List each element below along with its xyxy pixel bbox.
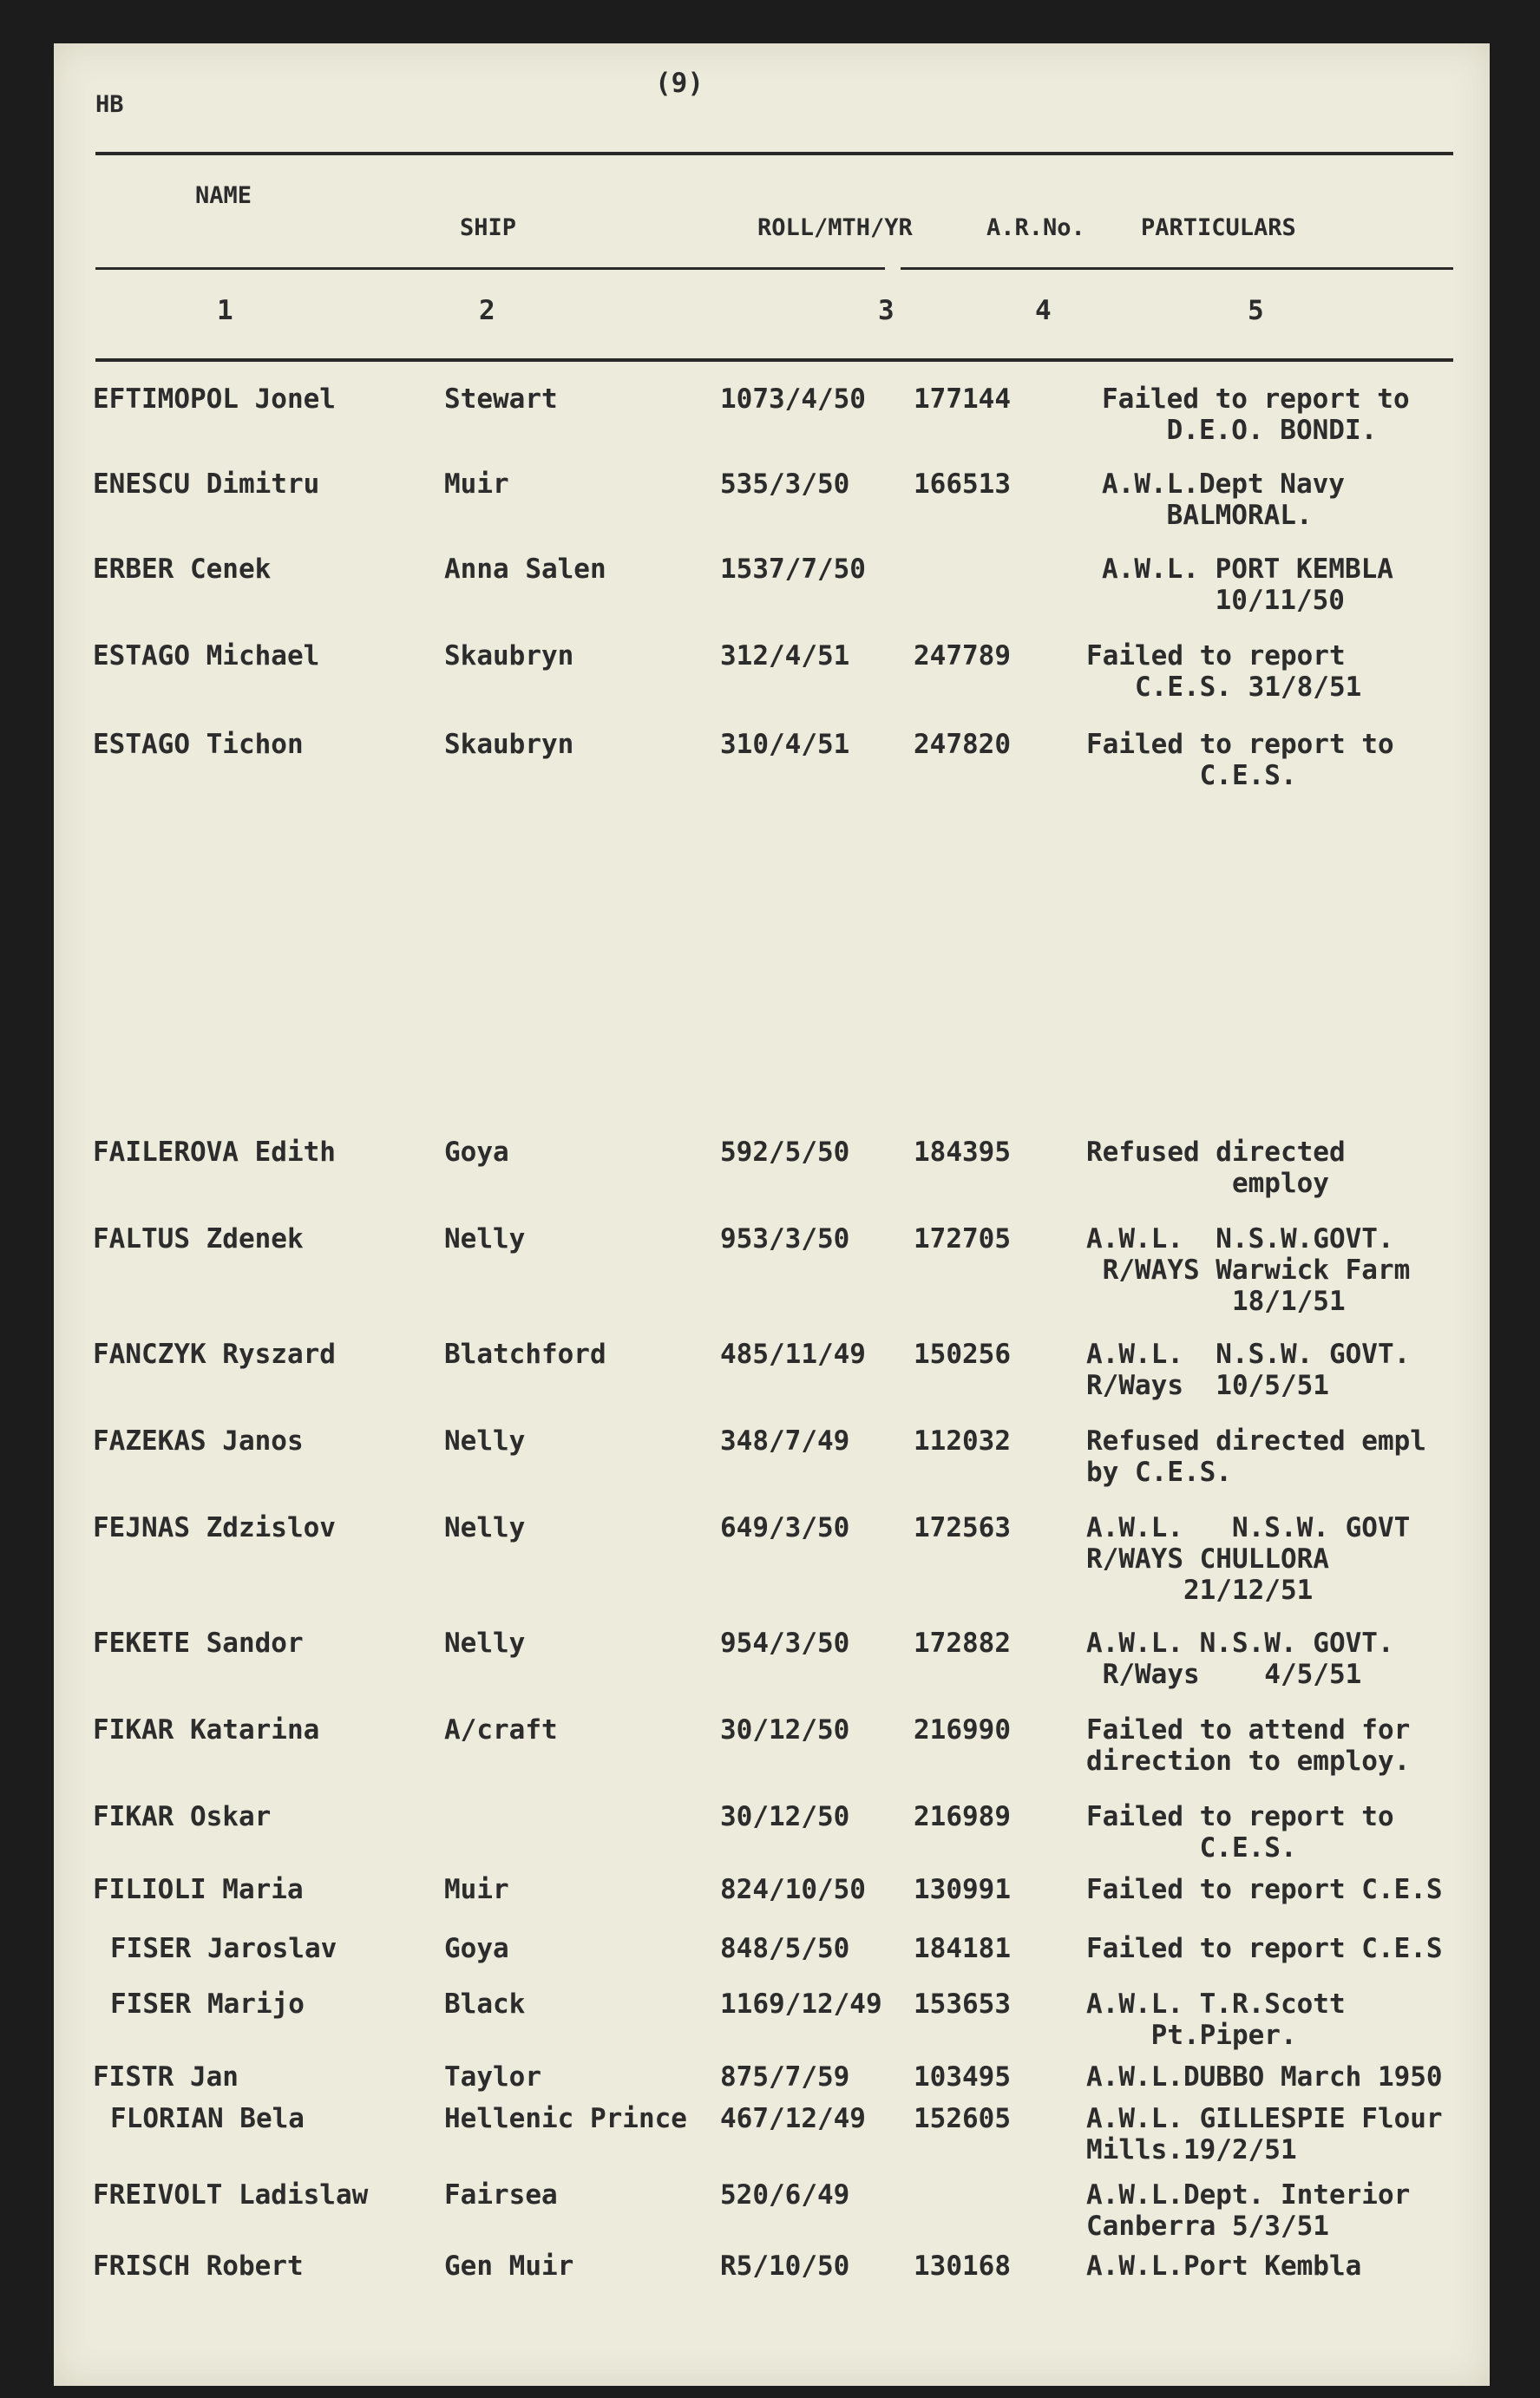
ship-cell: Taylor bbox=[444, 2061, 541, 2093]
ar-number-cell: 247789 bbox=[914, 640, 1011, 672]
particulars-cell: A.W.L. N.S.W. GOVT. R/Ways 4/5/51 bbox=[1086, 1628, 1394, 1690]
ship-cell: Skaubryn bbox=[444, 640, 574, 672]
page-number: (9) bbox=[655, 68, 704, 99]
name-cell: FIKAR Katarina bbox=[93, 1714, 320, 1746]
ar-number-cell: 172563 bbox=[914, 1512, 1011, 1543]
roll-cell: 485/11/49 bbox=[720, 1339, 866, 1370]
ar-number-cell: 112032 bbox=[914, 1425, 1011, 1457]
roll-cell: 1073/4/50 bbox=[720, 383, 866, 415]
roll-cell: 848/5/50 bbox=[720, 1933, 850, 1964]
name-cell: FAZEKAS Janos bbox=[93, 1425, 304, 1457]
particulars-cell: Failed to attend for direction to employ. bbox=[1086, 1714, 1411, 1777]
ship-cell: Nelly bbox=[444, 1223, 526, 1255]
particulars-cell: Failed to report to C.E.S. bbox=[1086, 729, 1394, 791]
particulars-cell: A.W.L.DUBBO March 1950 bbox=[1086, 2061, 1443, 2093]
name-cell: ESTAGO Michael bbox=[93, 640, 320, 672]
particulars-cell: Failed to report to C.E.S. bbox=[1086, 1801, 1394, 1864]
col-number-4: 4 bbox=[1035, 295, 1052, 326]
page-code: HB bbox=[95, 91, 124, 118]
name-cell: FEJNAS Zdzislov bbox=[93, 1512, 336, 1543]
ship-cell: Stewart bbox=[444, 383, 558, 415]
ar-number-cell: 216989 bbox=[914, 1801, 1011, 1832]
header-bottom-rule bbox=[95, 358, 1453, 362]
ar-number-cell: 172882 bbox=[914, 1628, 1011, 1659]
particulars-cell: A.W.L.Dept Navy BALMORAL. bbox=[1102, 468, 1345, 531]
name-cell: FEKETE Sandor bbox=[93, 1628, 304, 1659]
ar-number-cell: 150256 bbox=[914, 1339, 1011, 1370]
particulars-cell: Failed to report to D.E.O. BONDI. bbox=[1102, 383, 1410, 446]
name-cell: FLORIAN Bela bbox=[110, 2103, 305, 2134]
ship-cell: Anna Salen bbox=[444, 554, 606, 585]
ship-cell: Hellenic Prince bbox=[444, 2103, 687, 2134]
col-number-3: 3 bbox=[878, 295, 895, 326]
ship-cell: Fairsea bbox=[444, 2179, 558, 2211]
name-cell: FANCZYK Ryszard bbox=[93, 1339, 336, 1370]
ship-cell: Nelly bbox=[444, 1512, 526, 1543]
particulars-cell: Failed to report C.E.S bbox=[1086, 1874, 1443, 1905]
roll-cell: 310/4/51 bbox=[720, 729, 850, 760]
col-number-1: 1 bbox=[217, 295, 233, 326]
ship-cell: Gen Muir bbox=[444, 2251, 574, 2282]
name-cell: FALTUS Zdenek bbox=[93, 1223, 304, 1255]
name-cell: FRISCH Robert bbox=[93, 2251, 304, 2282]
name-cell: FISER Jaroslav bbox=[110, 1933, 337, 1964]
header-roll: ROLL/MTH/YR bbox=[757, 214, 913, 241]
name-cell: FISTR Jan bbox=[93, 2061, 239, 2093]
name-cell: FREIVOLT Ladislaw bbox=[93, 2179, 369, 2211]
name-cell: EFTIMOPOL Jonel bbox=[93, 383, 336, 415]
header-name: NAME bbox=[195, 182, 252, 209]
roll-cell: 824/10/50 bbox=[720, 1874, 866, 1905]
particulars-cell: A.W.L.Dept. Interior Canberra 5/3/51 bbox=[1086, 2179, 1411, 2242]
roll-cell: 592/5/50 bbox=[720, 1137, 850, 1168]
ship-cell: Black bbox=[444, 1989, 526, 2020]
header-mid-rule-right bbox=[901, 267, 1453, 270]
name-cell: ESTAGO Tichon bbox=[93, 729, 304, 760]
ar-number-cell: 166513 bbox=[914, 468, 1011, 500]
roll-cell: 467/12/49 bbox=[720, 2103, 866, 2134]
particulars-cell: A.W.L. T.R.Scott Pt.Piper. bbox=[1086, 1989, 1346, 2051]
roll-cell: 954/3/50 bbox=[720, 1628, 850, 1659]
particulars-cell: A.W.L. N.S.W. GOVT. R/Ways 10/5/51 bbox=[1086, 1339, 1411, 1401]
roll-cell: R5/10/50 bbox=[720, 2251, 850, 2282]
roll-cell: 649/3/50 bbox=[720, 1512, 850, 1543]
roll-cell: 30/12/50 bbox=[720, 1801, 850, 1832]
particulars-cell: A.W.L. N.S.W.GOVT. R/WAYS Warwick Farm 18/1/51 bbox=[1086, 1223, 1411, 1317]
header-top-rule bbox=[95, 152, 1453, 155]
name-cell: FILIOLI Maria bbox=[93, 1874, 304, 1905]
roll-cell: 520/6/49 bbox=[720, 2179, 850, 2211]
header-particulars: PARTICULARS bbox=[1141, 214, 1296, 241]
roll-cell: 348/7/49 bbox=[720, 1425, 850, 1457]
ar-number-cell: 172705 bbox=[914, 1223, 1011, 1255]
col-number-5: 5 bbox=[1248, 295, 1264, 326]
roll-cell: 953/3/50 bbox=[720, 1223, 850, 1255]
ship-cell: Muir bbox=[444, 1874, 509, 1905]
name-cell: ERBER Cenek bbox=[93, 554, 272, 585]
ship-cell: A/craft bbox=[444, 1714, 558, 1746]
roll-cell: 30/12/50 bbox=[720, 1714, 850, 1746]
ar-number-cell: 184181 bbox=[914, 1933, 1011, 1964]
ar-number-cell: 130168 bbox=[914, 2251, 1011, 2282]
particulars-cell: A.W.L. N.S.W. GOVT R/WAYS CHULLORA 21/12/51 bbox=[1086, 1512, 1411, 1606]
ar-number-cell: 247820 bbox=[914, 729, 1011, 760]
ship-cell: Goya bbox=[444, 1933, 509, 1964]
header-ar-no: A.R.No. bbox=[986, 214, 1085, 241]
name-cell: FAILEROVA Edith bbox=[93, 1137, 336, 1168]
particulars-cell: A.W.L. GILLESPIE Flour Mills.19/2/51 bbox=[1086, 2103, 1443, 2165]
particulars-cell: A.W.L. PORT KEMBLA 10/11/50 bbox=[1102, 554, 1393, 616]
particulars-cell: Failed to report C.E.S. 31/8/51 bbox=[1086, 640, 1362, 703]
roll-cell: 535/3/50 bbox=[720, 468, 850, 500]
particulars-cell: A.W.L.Port Kembla bbox=[1086, 2251, 1362, 2282]
ar-number-cell: 153653 bbox=[914, 1989, 1011, 2020]
header-ship: SHIP bbox=[460, 214, 517, 241]
roll-cell: 875/7/59 bbox=[720, 2061, 850, 2093]
ar-number-cell: 216990 bbox=[914, 1714, 1011, 1746]
roll-cell: 312/4/51 bbox=[720, 640, 850, 672]
particulars-cell: Failed to report C.E.S bbox=[1086, 1933, 1443, 1964]
ship-cell: Skaubryn bbox=[444, 729, 574, 760]
particulars-cell: Refused directed empl by C.E.S. bbox=[1086, 1425, 1426, 1488]
name-cell: ENESCU Dimitru bbox=[93, 468, 320, 500]
name-cell: FISER Marijo bbox=[110, 1989, 305, 2020]
ar-number-cell: 177144 bbox=[914, 383, 1011, 415]
ar-number-cell: 184395 bbox=[914, 1137, 1011, 1168]
roll-cell: 1169/12/49 bbox=[720, 1989, 882, 2020]
ar-number-cell: 103495 bbox=[914, 2061, 1011, 2093]
ar-number-cell: 130991 bbox=[914, 1874, 1011, 1905]
ship-cell: Muir bbox=[444, 468, 509, 500]
ship-cell: Blatchford bbox=[444, 1339, 606, 1370]
header-mid-rule-left bbox=[95, 267, 885, 270]
ship-cell: Nelly bbox=[444, 1425, 526, 1457]
col-number-2: 2 bbox=[479, 295, 495, 326]
name-cell: FIKAR Oskar bbox=[93, 1801, 272, 1832]
roll-cell: 1537/7/50 bbox=[720, 554, 866, 585]
ship-cell: Nelly bbox=[444, 1628, 526, 1659]
ar-number-cell: 152605 bbox=[914, 2103, 1011, 2134]
ship-cell: Goya bbox=[444, 1137, 509, 1168]
particulars-cell: Refused directed employ bbox=[1086, 1137, 1346, 1199]
